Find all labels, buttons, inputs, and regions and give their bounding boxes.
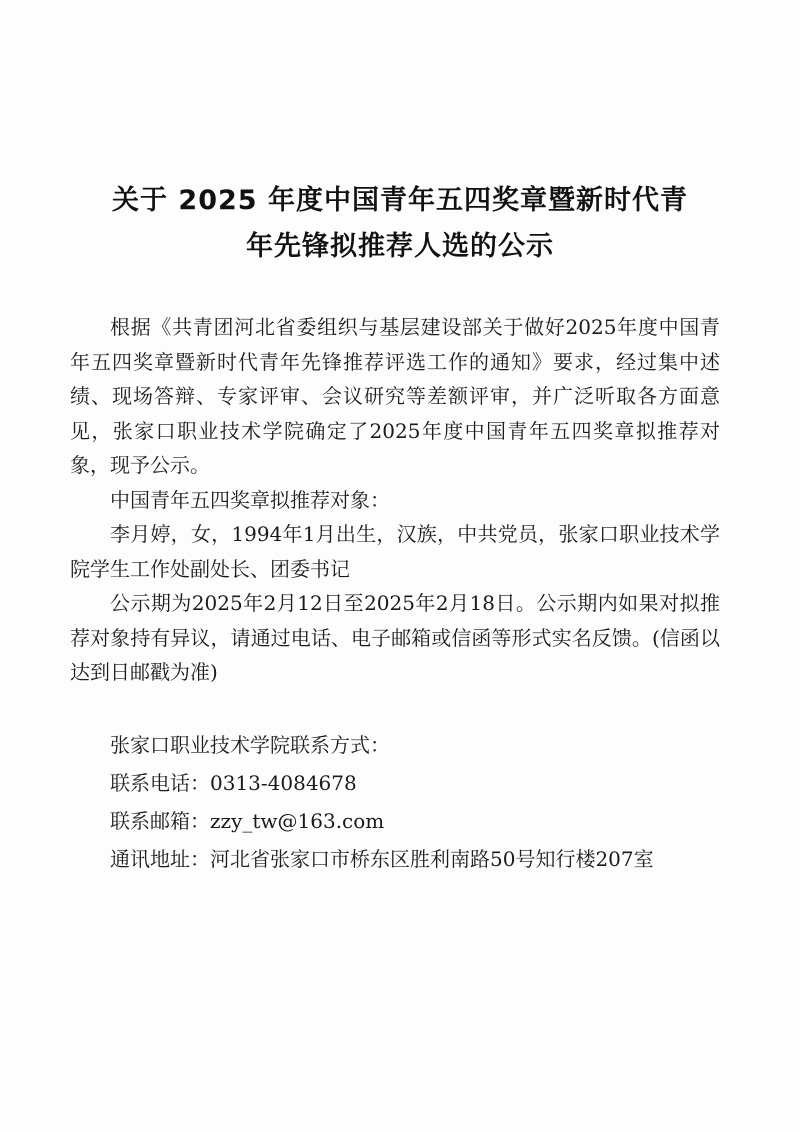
intro-paragraph: 根据《共青团河北省委组织与基层建设部关于做好2025年度中国青年五四奖章暨新时代青年先锋推荐评选工作的通知》要求，经过集中述绩、现场答辩、专家评审、会议研究等差额评审，并广泛听取各方面意见，张家口职业技术学院确定了2025年度中国青年五四奖章拟推荐对象，现予公示。 [70,315,720,477]
nominee-heading: 中国青年五四奖章拟推荐对象： [110,487,390,512]
title-line-2: 年先锋拟推荐人选的公示 [246,231,554,262]
nominee-details: 李月婷，女，1994年1月出生，汉族，中共党员，张家口职业技术学院学生工作处副处长、团委书记 [70,522,720,581]
document-body [70,310,720,878]
publicity-period-paragraph: 公示期为2025年2月12日至2025年2月18日。公示期内如果对拟推荐对象持有异议，请通过电话、电子邮箱或信函等形式实名反馈。(信函以达到日邮戳为准) [70,591,720,684]
document-title [60,178,740,270]
section-spacer [70,690,720,726]
contact-heading: 张家口职业技术学院联系方式： [110,732,390,757]
title-line-1: 关于 2025 年度中国青年五四奖章暨新时代青 [112,185,688,216]
contact-phone: 联系电话：0313-4084678 [110,770,357,795]
contact-email: 联系邮箱：zzy_tw@163.com [110,808,385,833]
contact-address: 通讯地址：河北省张家口市桥东区胜利南路50号知行楼207室 [110,846,654,871]
